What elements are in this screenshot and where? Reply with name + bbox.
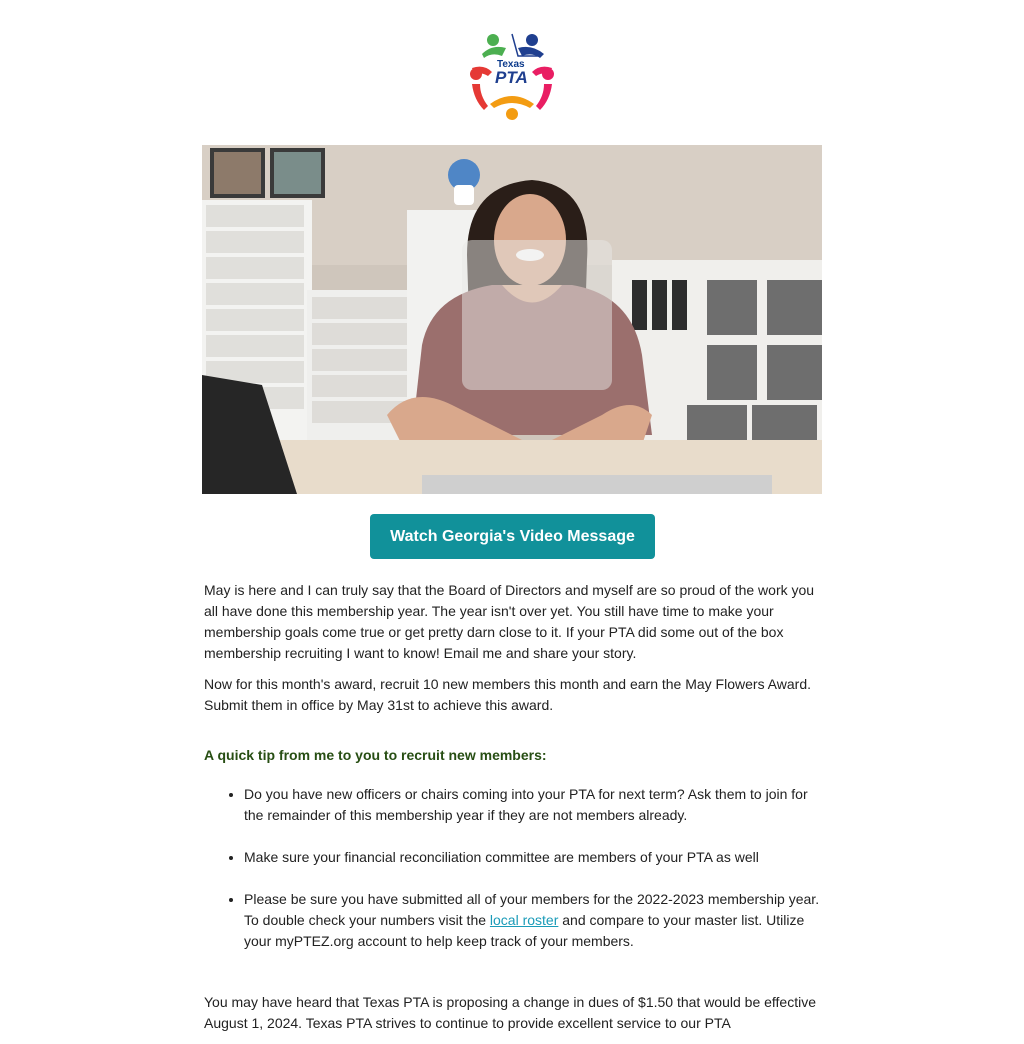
tip3-text-after: and compare to your master list. Utilize your myPTEZ.org account to help keep track of your members.	[244, 912, 805, 949]
paragraph-intro: May is here and I can truly say that the Board of Directors and myself are so proud of the work you all have done this membership year. The year isn't over yet. You still have time to make your membership goals come true or get pretty darn close to it. If your PTA did some out of the box membership recruiting I want to know! Email me and share your story.	[204, 582, 815, 661]
tip-heading: A quick tip from me to you to recruit new members:	[204, 747, 547, 763]
watch-video-button[interactable]: Watch Georgia's Video Message	[370, 514, 655, 559]
tip-item-officers: • Do you have new officers or chairs coming into your PTA for next term? Ask them to join for the remainder of this membership year if they are not members already.	[244, 784, 822, 826]
paragraph-award: Now for this month's award, recruit 10 new members this month and earn the May Flowers Award. Submit them in office by May 31st to achieve this award.	[204, 676, 812, 713]
tip-item-roster	[244, 889, 822, 952]
hero-photo-illustration	[202, 145, 822, 494]
local-roster-link[interactable]: local roster	[489, 912, 559, 928]
texas-pta-logo	[462, 26, 562, 126]
paragraph-dues: You may have heard that Texas PTA is proposing a change in dues of $1.50 that would be effective August 1, 2024. Texas PTA strives to continue to provide excellent service to our PTA	[204, 994, 817, 1031]
tip3-text-before: Please be sure you have submitted all of your members for the 2022-2023 membership year. To double check your numbers visit the	[244, 891, 820, 928]
logo-text-texas: Texas	[497, 59, 525, 70]
tip-item-reconciliation: • Make sure your financial reconciliation committee are members of your PTA as well	[244, 847, 822, 868]
logo-text-pta: PTA	[495, 68, 528, 87]
hero-photo	[202, 145, 822, 494]
message-body	[204, 580, 822, 1044]
tip-list	[204, 784, 822, 952]
